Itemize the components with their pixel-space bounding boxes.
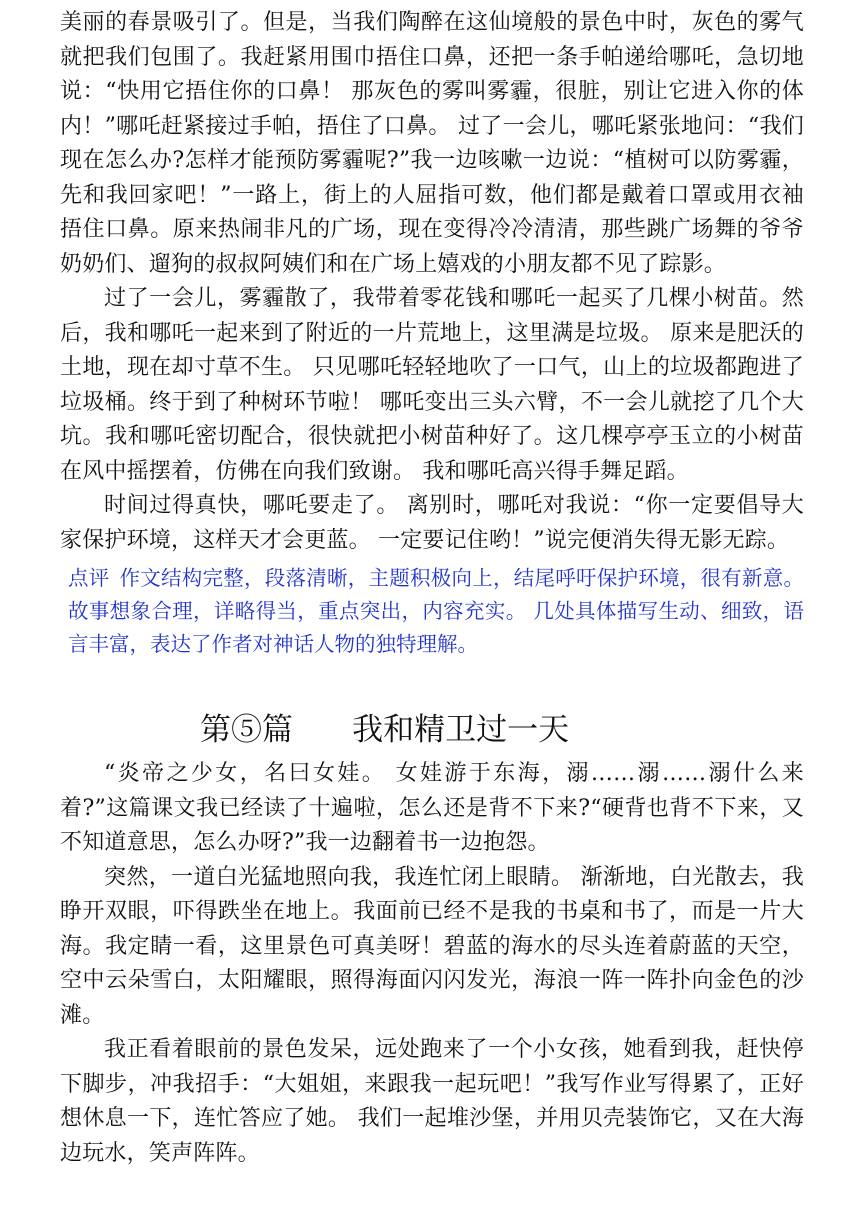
- essay4-paragraph-2: 过了一会儿，雾霾散了，我带着零花钱和哪吒一起买了几棵小树苗。然后，我和哪吒一起来到了附近的一片荒地上，这里满是垃圾。 原来是肥沃的土地，现在却寸草不生。 只见哪吒轻轻地吹了一口气，山上的垃圾都跑进了垃圾桶。终于到了种树环节啦！ 哪吒变出三头六臂，不一会儿就挖了几个大坑。我和哪吒密切配合，很快就把小树苗种好了。这几棵亭亭玉立的小树苗在风中摇摆着，仿佛在向我们致谢。 我和哪吒高兴得手舞足蹈。: [60, 286, 804, 484]
- document-page: [60, 6, 804, 1171]
- essay5-paragraph-3: 我正看着眼前的景色发呆，远处跑来了一个小女孩，她看到我，赶快停下脚步，冲我招手：“大姐姐，来跟我一起玩吧！”我写作业写得累了，正好想休息一下，连忙答应了她。 我们一起堆沙堡，并用贝壳装饰它，又在大海边玩水，笑声阵阵。: [60, 1037, 804, 1166]
- essay5-title: 第⑤篇 我和精卫过一天: [200, 712, 570, 748]
- review-label: 点评: [68, 566, 110, 590]
- essay5-paragraph-1: “炎帝之少女，名曰女娃。 女娃游于东海，溺……溺……溺什么来着?”这篇课文我已经读了十遍啦，怎么还是背不下来?“硬背也背不下来，又不知道意思，怎么办呀?”我一边翻着书一边抱怨。: [60, 761, 804, 855]
- essay4-paragraph-3: 时间过得真快，哪吒要走了。 离别时，哪吒对我说：“你一定要倡导大家保护环境，这样天才会更蓝。 一定要记住哟！”说完便消失得无影无踪。: [60, 493, 804, 553]
- essay4-review-comment: [60, 562, 804, 661]
- review-text: 作文结构完整，段落清晰，主题积极向上，结尾呼吁保护环境，很有新意。 故事想象合理，详略得当，重点突出，内容充实。 几处具体描写生动、细致，语言丰富，表达了作者对神话人物的独特理解。: [68, 566, 804, 656]
- essay5-paragraph-2: 突然，一道白光猛地照向我，我连忙闭上眼睛。 渐渐地，白光散去，我睁开双眼，吓得跌坐在地上。我面前已经不是我的书桌和书了，而是一片大海。我定睛一看，这里景色可真美呀！碧蓝的海水的尽头连着蔚蓝的天空，空中云朵雪白，太阳耀眼，照得海面闪闪发光，海浪一阵一阵扑向金色的沙滩。: [60, 864, 804, 1028]
- essay4-paragraph-1: 美丽的春景吸引了。但是，当我们陶醉在这仙境般的景色中时，灰色的雾气就把我们包围了。我赶紧用围巾捂住口鼻，还把一条手帕递给哪吒，急切地说：“快用它捂住你的口鼻！ 那灰色的雾叫雾霾，很脏，别让它进入你的体内！”哪吒赶紧接过手帕，捂住了口鼻。 过了一会儿，哪吒紧张地问：“我们现在怎么办?怎样才能预防雾霾呢?”我一边咳嗽一边说：“植树可以防雾霾，先和我回家吧！”一路上，街上的人屈指可数，他们都是戴着口罩或用衣袖捂住口鼻。原来热闹非凡的广场，现在变得冷冷清清，那些跳广场舞的爷爷奶奶们、遛狗的叔叔阿姨们和在广场上嬉戏的小朋友都不见了踪影。: [60, 10, 804, 277]
